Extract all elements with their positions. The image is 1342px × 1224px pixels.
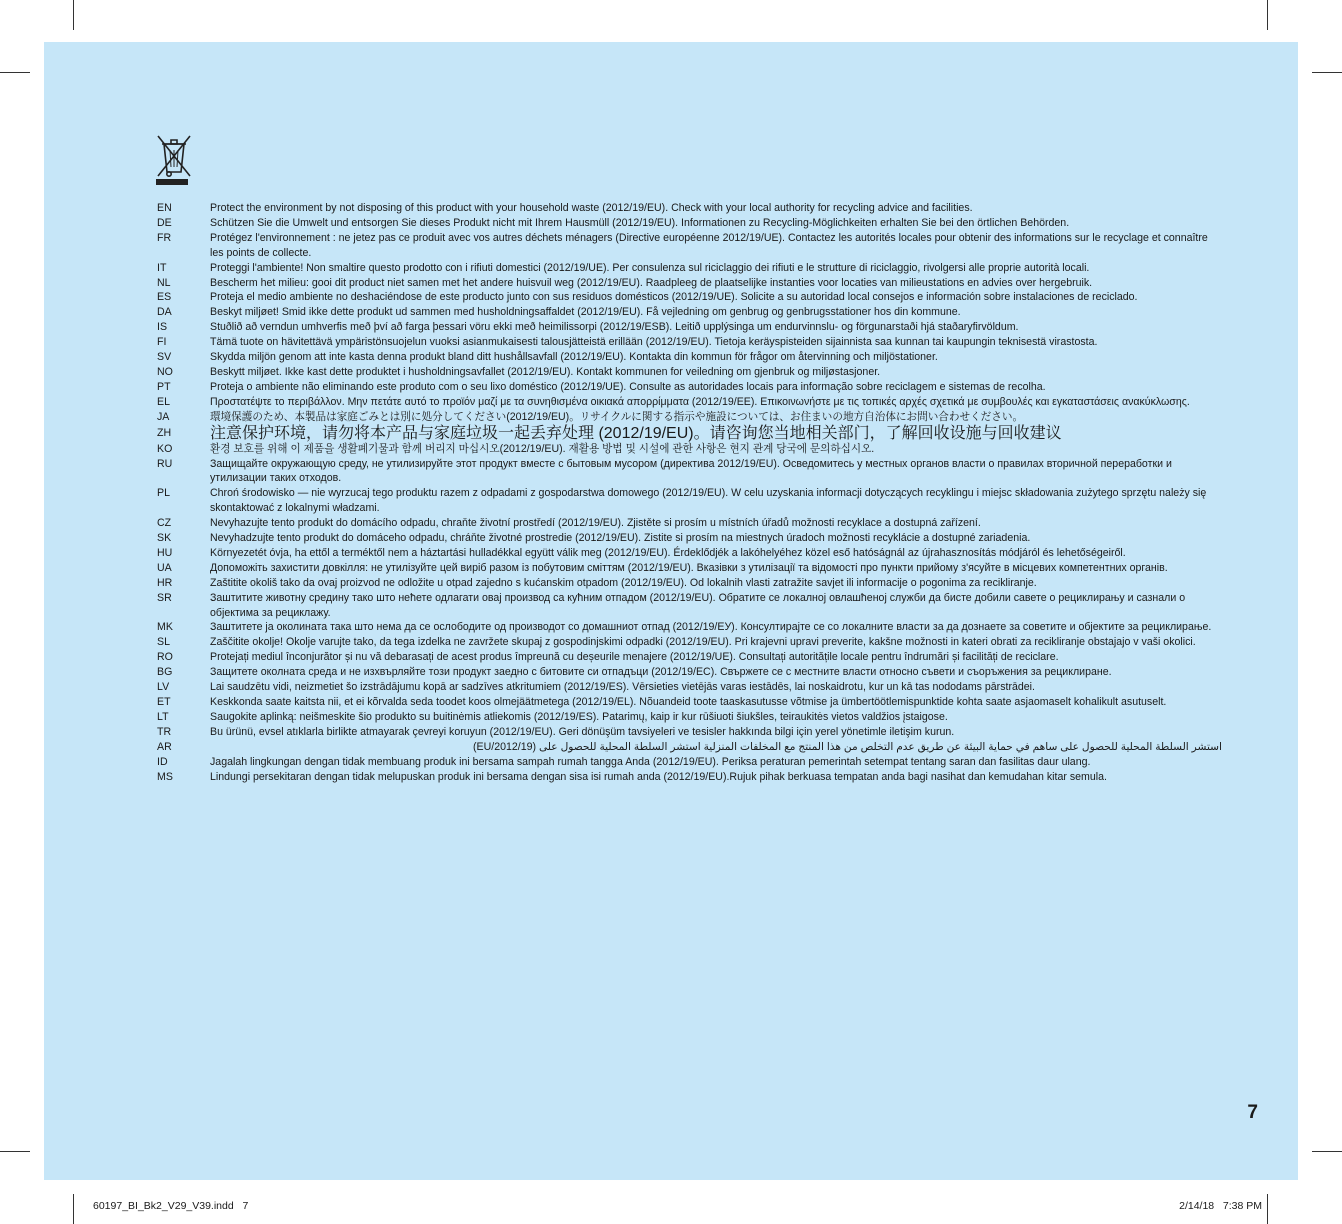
language-code: IT	[157, 261, 167, 274]
statement-text: Допоможіть захистити довкілля: не утилізуйте цей виріб разом із побутовим сміттям (2012/19/EU). Вказівки з утилізації та відомості про пункти прийому з'ясуйте в місцевих компетентних органів.	[210, 561, 1168, 574]
statement-text: Nevyhadzujte tento produkt do domáceho odpadu, chráňte životné prostredie (2012/19/EU). Zistite si prosím na miestnych úradoch možnosti recyklácie a dostupné zariadenia.	[210, 532, 1031, 545]
statement-text: 環境保護のため、本製品は家庭ごみとは別に処分してください(2012/19/EU)。リサイクルに関する指示や施設については、お住まいの地方自治体にお問い合わせください。	[210, 410, 1024, 423]
statement-ru	[157, 457, 1222, 487]
statement-text: 환경 보호를 위해 이 제품을 생활폐기물과 함께 버리지 마십시오(2012/19/EU). 재활용 방법 및 시설에 관한 사항은 현지 관계 당국에 문의하십시오.	[210, 442, 875, 455]
statement-tr	[157, 725, 1222, 740]
statement-text: Защитете околната среда и не изхвърляйте този продукт заедно с битовите си отпадъци (2012/19/ЕС). Свържете се с местните власти относно съвети и съоръжения за рециклиране.	[210, 666, 1112, 679]
statement-text: Proteja o ambiente não eliminando este produto com o seu lixo doméstico (2012/19/UE). Consulte as autoridades locais para informação sobre reciclagem e sistemas de recolha.	[210, 380, 1046, 393]
statement-text: Chroń środowisko — nie wyrzucaj tego produktu razem z odpadami z gospodarstwa domowego (2012/19/EU). W celu uzyskania informacji dotyczących recyklingu i miejsc składowania zużytego sprzętu należy się skontaktować z lokalnymi władzami.	[210, 487, 1207, 515]
crop-mark	[1312, 1151, 1342, 1152]
statement-text: Bescherm het milieu: gooi dit product niet samen met het andere huisvuil weg (2012/19/EU). Raadpleeg de plaatselijke instanties voor locaties van milieustations en advies over hergebruik.	[210, 276, 1093, 289]
language-code: FR	[157, 231, 172, 244]
statement-cz	[157, 516, 1222, 531]
language-code: EN	[157, 202, 172, 214]
statement-da	[157, 305, 1222, 320]
language-code: JA	[157, 410, 170, 423]
statement-text: Lai saudzētu vidi, neizmetiet šo izstrādājumu kopā ar sadzīves atkritumiem (2012/19/ES). Vērsieties vietējās varas iestādēs, lai noskaidrotu, kur un kā tas nododams pārstrādei.	[210, 681, 1035, 694]
statement-sk	[157, 531, 1222, 546]
statement-de	[157, 216, 1222, 231]
statement-text: Beskytt miljøet. Ikke kast dette produktet i husholdningsavfallet (2012/19/EU). Kontakt kommunen for veiledning om gjenbruk og miljøstasjoner.	[210, 365, 881, 378]
statement-text: Заштитите животну средину тако што нећете одлагати овај производ са кућним отпадом (2012/19/EU). Обратите се локалној овлашћеној служби да бисте добили савете о рециклирању и сазнали о објектима за рециклажу.	[210, 591, 1186, 619]
language-code: ES	[157, 291, 172, 304]
statement-fr	[157, 231, 1222, 261]
language-code: BG	[157, 666, 173, 679]
language-code: PT	[157, 380, 171, 393]
statement-pl	[157, 486, 1222, 516]
statement-text: Zaščitite okolje! Okolje varujte tako, da tega izdelka ne zavržete skupaj z gospodinjskimi odpadki (2012/19/EU). Pri krajevni upravi preverite, kakšne možnosti in kateri obrati za recikliranje obstajajo v vaši okolici.	[210, 636, 1196, 649]
language-code: ET	[157, 696, 171, 708]
language-code: IS	[157, 321, 168, 334]
statement-el	[157, 395, 1222, 410]
crop-mark	[0, 72, 30, 73]
language-code: AR	[157, 740, 172, 753]
statement-no	[157, 365, 1222, 380]
statement-mk	[157, 620, 1222, 635]
statement-text: Προστατέψτε το περιβάλλον. Μην πετάτε αυτό το προϊόν μαζί με τα συνηθισμένα οικιακά απορρίμματα (2012/19/ΕΕ). Επικοινωνήστε με τις τοπικές αρχές σχετικά με συμβουλές και εγκαταστάσεις ανακύκλωσης.	[210, 395, 1190, 408]
slug-file-name: 60197_BI_Bk2_V29_V39.indd 7	[93, 1200, 249, 1212]
statement-text: Tämä tuote on hävitettävä ympäristönsuojelun vuoksi asianmukaisesti talousjätteistä erillään (2012/19/EU). Tietoja keräyspisteiden sijainnista saa kunnan tai kaupungin teknisestä virastosta.	[210, 336, 1098, 349]
statement-hu	[157, 546, 1222, 561]
statement-es	[157, 290, 1222, 305]
language-code: NL	[157, 276, 171, 289]
language-code: ZH	[157, 426, 172, 439]
statement-ko	[157, 442, 1222, 457]
language-code: TR	[157, 725, 172, 738]
crop-mark	[1267, 1194, 1268, 1224]
weee-statement-list	[157, 201, 1222, 784]
language-code: FI	[157, 336, 167, 349]
page-number: 7	[1247, 1102, 1258, 1123]
statement-is	[157, 320, 1222, 335]
statement-lv	[157, 680, 1222, 695]
crop-mark	[73, 1194, 74, 1224]
language-code: SR	[157, 591, 172, 604]
statement-et	[157, 695, 1222, 710]
statement-ar	[157, 740, 1222, 755]
statement-en	[157, 201, 1222, 216]
crossed-out-wheelie-bin-icon	[154, 132, 194, 186]
language-code: SK	[157, 532, 172, 545]
statement-sv	[157, 350, 1222, 365]
statement-text: Lindungi persekitaran dengan tidak melupuskan produk ini bersama dengan sisa isi rumah anda (2012/19/EU).Rujuk pihak berkuasa tempatan anda bagi nasihat dan kemudahan kitar semula.	[210, 770, 1107, 783]
statement-ja	[157, 410, 1222, 425]
language-code: UA	[157, 561, 172, 574]
statement-sl	[157, 635, 1222, 650]
language-code: MK	[157, 621, 173, 634]
statement-zh	[157, 425, 1222, 442]
statement-text: Zaštitite okoliš tako da ovaj proizvod ne odložite u otpad zajedno s kućanskim otpadom (2012/19/EU). Od lokalnih vlasti zatražite savjet ili informacije o pogonima za recikliranje.	[210, 576, 1037, 589]
statement-text: Környezetét óvja, ha ettől a terméktől nem a háztartási hulladékkal együtt válik meg (2012/19/EU). Érdeklődjék a lakóhelyéhez közel eső hatóságnál az újrahasznosítás módjáról és lehetőségeiről.	[210, 546, 1126, 559]
statement-text: استشر السلطة المحلية للحصول على ساهم في حماية البيئة عن طريق عدم التخلص من هذا المنتج مع المخلفات المنزلية استشر السلطة المحلية للحصول على (2012/19/EU)	[473, 740, 1222, 753]
statement-sr	[157, 591, 1222, 621]
statement-pt	[157, 380, 1222, 395]
language-code: KO	[157, 442, 173, 455]
language-code: HR	[157, 576, 173, 589]
statement-text: Заштитете ја околината така што нема да се ослободите од производот со домашниот отпад (2012/19/ЕУ). Консултирајте се со локалните власти за да дознаете за советите и објектите за рециклирање.	[210, 621, 1212, 634]
language-code: MS	[157, 770, 173, 783]
slug-timestamp: 2/14/18 7:38 PM	[1179, 1200, 1262, 1212]
statement-ua	[157, 561, 1222, 576]
language-code: LT	[157, 710, 169, 723]
statement-text: Proteja el medio ambiente no deshaciéndose de este producto junto con sus residuos domésticos (2012/19/UE). Solicite a su autoridad local consejos e información sobre instalaciones de reciclado.	[210, 291, 1138, 304]
statement-text: Stuðlið að verndun umhverfis með því að farga þessari vöru ekki með heimilissorpi (2012/19/ESB). Leitið upplýsinga um endurvinnslu- og förgunarstaði hjá staðaryfirvöldum.	[210, 321, 1019, 334]
language-code: LV	[157, 681, 170, 694]
language-code: NO	[157, 365, 173, 378]
language-code: SL	[157, 636, 170, 649]
statement-text: Nevyhazujte tento produkt do domácího odpadu, chraňte životní prostředí (2012/19/EU). Zjistěte si prosím u místních úřadů možnosti recyklace a dostupná zařízení.	[210, 517, 981, 530]
crop-mark	[1267, 0, 1268, 30]
statement-fi	[157, 335, 1222, 350]
language-code: RO	[157, 651, 173, 664]
language-code: PL	[157, 487, 170, 500]
crop-mark	[1312, 72, 1342, 73]
statement-text: Bu ürünü, evsel atıklarla birlikte atmayarak çevreyi koruyun (2012/19/EU). Geri dönüşüm tavsiyeleri ve tesisler hakkında bilgi için yerel yönetimle iletişim kurun.	[210, 725, 955, 738]
statement-text: Protejați mediul înconjurător și nu vă debarasați de acest produs împreună cu deșeurile menajere (2012/19/UE). Consultați autoritățile locale pentru îndrumări și facilități de reciclare.	[210, 651, 1059, 664]
language-code: DA	[157, 306, 172, 319]
statement-text: 注意保护环境，请勿将本产品与家庭垃圾一起丢弃处理 (2012/19/EU)。请咨询您当地相关部门，了解回收设施与回收建议	[210, 424, 1062, 442]
language-code: CZ	[157, 517, 172, 530]
statement-it	[157, 261, 1222, 276]
statement-text: Jagalah lingkungan dengan tidak membuang produk ini bersama sampah rumah tangga Anda (2012/19/EU). Periksa peraturan pemerintah setempat tentang saran dan fasilitas daur ulang.	[210, 755, 1091, 768]
statement-bg	[157, 665, 1222, 680]
language-code: DE	[157, 216, 172, 229]
statement-text: Protect the environment by not disposing of this product with your household waste (2012/19/EU). Check with your local authority for recycling advice and facilities.	[210, 202, 973, 214]
crop-mark	[73, 0, 74, 30]
statement-ms	[157, 770, 1222, 785]
language-code: ID	[157, 755, 168, 768]
statement-text: Keskkonda saate kaitsta nii, et ei kõrvalda seda toodet koos olmejäätmetega (2012/19/EL). Nõuandeid toote taaskasutusse võtmise ja ümbertöötlemispunktide kohta saate asjaomaselt kohalikult asutuselt.	[210, 696, 1167, 708]
statement-text: Saugokite aplinką: neišmeskite šio produkto su buitinėmis atliekomis (2012/19/ES). Patarimų, kaip ir kur rūšiuoti šiukšles, teiraukitės vietos valdžios įstaigose.	[210, 710, 948, 723]
statement-text: Skydda miljön genom att inte kasta denna produkt bland ditt hushållsavfall (2012/19/EU). Kontakta din kommun för frågor om återvinning och miljöstationer.	[210, 351, 938, 364]
statement-text: Beskyt miljøet! Smid ikke dette produkt ud sammen med husholdningsaffaldet (2012/19/EU). Få vejledning om genbrug og genbrugsstationer hos din kommune.	[210, 306, 961, 319]
statement-text: Protégez l'environnement : ne jetez pas ce produit avec vos autres déchets ménagers (Directive européenne 2012/19/UE). Contactez les autorités locales pour obtenir des informations sur le recyclage et connaître les points de collecte.	[210, 231, 1208, 259]
statement-lt	[157, 710, 1222, 725]
language-code: EL	[157, 395, 170, 408]
statement-text: Защищайте окружающую среду, не утилизируйте этот продукт вместе с бытовым мусором (директива 2012/19/EU). Осведомитесь у местных органов власти о правилах вторичной переработки и утилизации таких отходов.	[210, 457, 1172, 485]
statement-hr	[157, 576, 1222, 591]
language-code: RU	[157, 457, 173, 470]
statement-text: Schützen Sie die Umwelt und entsorgen Sie dieses Produkt nicht mit Ihrem Hausmüll (2012/19/EU). Informationen zu Recycling-Möglichkeiten erhalten Sie bei den örtlichen Behörden.	[210, 216, 1070, 229]
statement-text: Proteggi l'ambiente! Non smaltire questo prodotto con i rifiuti domestici (2012/19/UE). Per consulenza sul riciclaggio dei rifiuti e le strutture di riciclaggio, rivolgersi alle proprie autorità locali.	[210, 261, 1090, 274]
language-code: SV	[157, 351, 172, 364]
statement-nl	[157, 276, 1222, 291]
crop-mark	[0, 1151, 30, 1152]
statement-id	[157, 755, 1222, 770]
page-panel	[44, 42, 1298, 1180]
language-code: HU	[157, 546, 173, 559]
statement-ro	[157, 650, 1222, 665]
